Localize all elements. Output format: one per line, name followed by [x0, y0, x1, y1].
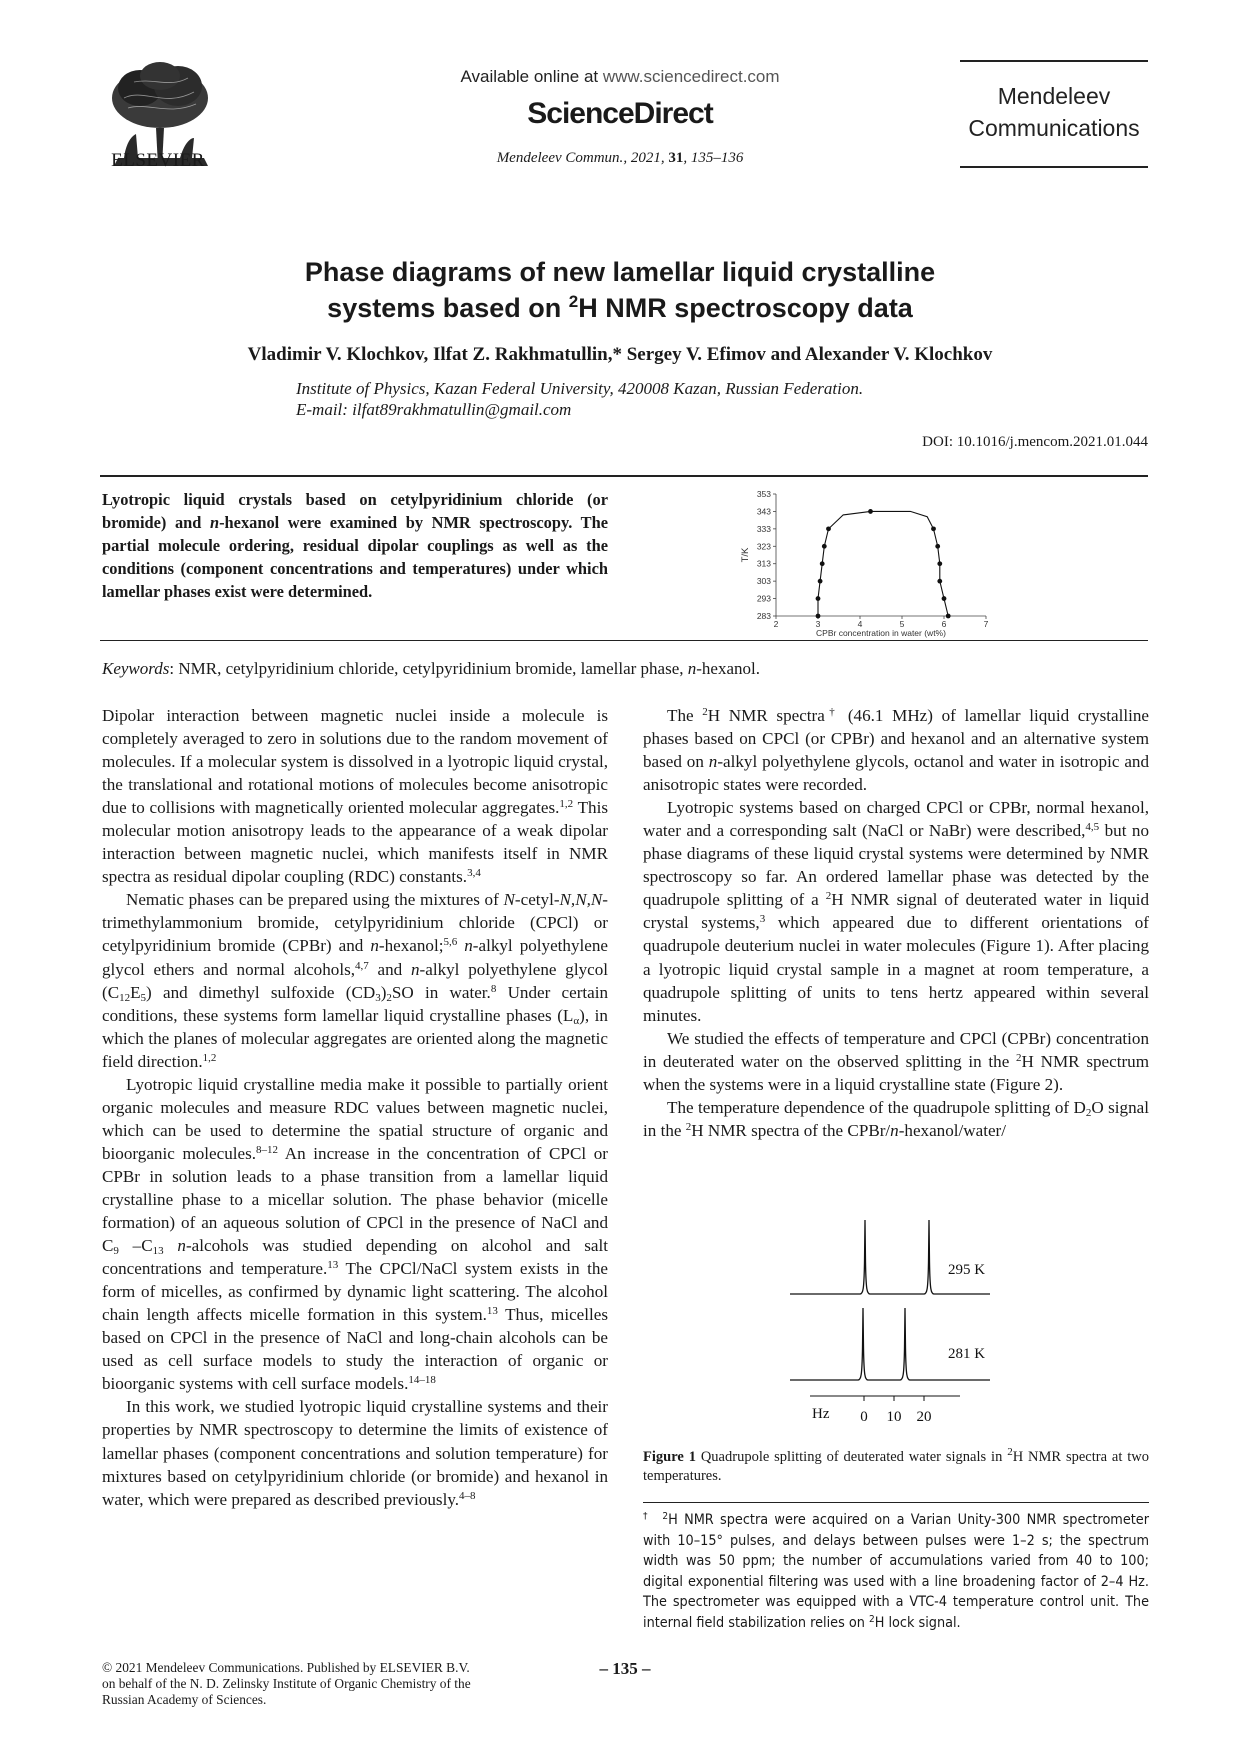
journal-name-rule-top [960, 60, 1148, 62]
journal-citation: Mendeleev Commun., 2021, 31, 135–136 [496, 150, 744, 166]
axis-unit-hz: Hz [812, 1406, 830, 1422]
y-tick-label: 353 [756, 489, 771, 499]
y-tick-label: 323 [756, 541, 771, 552]
data-point-right-branch [942, 596, 947, 601]
spectrum-295k [790, 1220, 990, 1294]
label-281k: 281 K [948, 1346, 986, 1362]
x-axis-label: CPBr concentration in water (wt%) [816, 628, 946, 638]
data-point-right-branch [937, 579, 942, 584]
label-295k: 295 K [948, 1262, 986, 1278]
data-point-left-branch [818, 579, 823, 584]
data-point-top [868, 509, 873, 514]
journal-name-rule-bottom [960, 166, 1148, 168]
y-tick-label: 313 [756, 558, 771, 569]
y-tick-label: 283 [756, 611, 771, 621]
sciencedirect-link[interactable]: www.sciencedirect.com [602, 67, 780, 86]
data-point-right-branch [946, 614, 951, 619]
page-number: – 135 – [599, 1659, 651, 1678]
abstract: Lyotropic liquid crystals based on cetylpyridinium chloride (or bromide) and n-hexanol were examined by NMR spectroscopy. The partial molecule ordering, residual dipolar couplings as well as the conditions (component concentrations and temperatures) under which lamellar phases exist were determined. [102, 490, 609, 601]
x-tick-label: 4 [857, 619, 863, 629]
paragraph: In this work, we studied lyotropic liquid crystalline systems and their properties by NMR spectroscopy to determine the limits of existence of lamellar phases (component concentrations and solution temperature) for mixtures based on cetylpyridinium chloride (or bromide) and hexanol in water, which were prepared as described previously.$^{4-8}$ [102, 1397, 608, 1509]
data-point-right-branch [937, 561, 942, 566]
abstract-rule-top [100, 475, 1148, 477]
corresponding-email[interactable]: E-mail: ilfat89rakhmatullin@gmail.com [296, 400, 572, 419]
paragraph: The $^2$H NMR spectra† (46.1 MHz) of lamellar liquid crystalline phases based on CPCl (or CPBr) and hexanol and an alternative system based on n-alkyl polyethylene glycols, octanol and water in isotropic and anisotropic states were recorded. [643, 706, 1149, 795]
available-online-label: Available online at [460, 67, 599, 86]
affiliation: Institute of Physics, Kazan Federal University, 420008 Kazan, Russian Federation. E-mail: ilfat89rakhmatullin@gmail.com [296, 378, 1076, 420]
abstract-rule-bottom [100, 640, 1148, 641]
y-tick-label: 343 [756, 506, 771, 517]
body-column-left [102, 704, 608, 1511]
data-point-left-branch [816, 596, 821, 601]
data-point-right-branch [935, 544, 940, 549]
paragraph: The temperature dependence of the quadrupole splitting of $D_2O$ signal in the $^2$H NMR spectra of the CPBr/n-hexanol/water/ [643, 1097, 1149, 1140]
y-tick-label: 333 [756, 523, 771, 534]
body-column-right [643, 704, 1149, 1142]
article-title: Phase diagrams of new lamellar liquid crystalline systems based on $^2$H NMR spectroscopy data [304, 257, 936, 323]
paragraph: Dipolar interaction between magnetic nuclei inside a molecule is completely averaged to zero in solutions due to the random movement of molecules. If a molecular system is dissolved in a lyotropic liquid crystal, the translational and rotational motions of molecules become anisotropic due to collisions with magnetically oriented molecular aggregates.$^{1,2}$ This molecular motion anisotropy leads to the appearance of a weak dipolar interaction between magnetic nuclei, which manifests itself in NMR spectra as residual dipolar coupling (RDC) constants.$^{3,4}$ [102, 706, 609, 887]
data-point-left-branch [816, 614, 821, 619]
data-point-right-branch [931, 526, 936, 531]
data-point-left-branch [826, 526, 831, 531]
x-tick-label: 3 [815, 619, 821, 629]
footnote-rule [643, 1502, 1149, 1503]
data-point-left-branch [822, 544, 827, 549]
doi[interactable]: DOI: 10.1016/j.mencom.2021.01.044 [922, 434, 1148, 450]
phase-boundary-line [818, 511, 948, 616]
elsevier-wordmark: ELSEVIER [111, 150, 205, 171]
x-tick-label: 2 [773, 619, 779, 629]
x-tick-label: 6 [941, 619, 947, 629]
figure-1-nmr-spectra [780, 1212, 1010, 1432]
sciencedirect-wordmark: ScienceDirect [527, 97, 713, 130]
y-tick-label: 293 [756, 593, 771, 604]
x-tick-label: 7 [983, 619, 989, 629]
journal-name: Mendeleev Communications [968, 83, 1140, 141]
copyright-notice: © 2021 Mendeleev Communications. Published by ELSEVIER B.V. on behalf of the N. D. Zelinsky Institute of Organic Chemistry of the Russian Academy of Sciences. [102, 1660, 471, 1707]
data-point-left-branch [820, 561, 825, 566]
y-axis-label: T/K [740, 547, 751, 563]
footnote: † $^2$H NMR spectra were acquired on a Varian Unity-300 NMR spectrometer with 10–15° pulses, and delays between pulses were 1–2 s; the spectrum width was 50 ppm; the number of accumulations varied from 40 to 100; digital exponential filtering was used with a line broadening factor of 2–4 Hz. The spectrometer was equipped with a VTC-4 temperature control unit. The internal field stabilization relies on $^2$H lock signal. [643, 1511, 1149, 1631]
spectrum-281k [790, 1308, 990, 1380]
figure-1-caption: Figure 1 Quadrupole splitting of deuterated water signals in $^2$H NMR spectra at two temperatures. [643, 1446, 1150, 1484]
available-online-line [420, 67, 820, 87]
paragraph: Nematic phases can be prepared using the mixtures of N-cetyl-N,N,N-trimethylammonium bromide, cetylpyridinium chloride (CPCl) or cetylpyridinium bromide (CPBr) and n-hexanol;$^{5,6}$ n-alkyl polyethylene glycol ethers and normal alcohols,$^{4,7}$ and n-alkyl polyethylene glycol $(C_{12}E_5)$ and dimethyl sulfoxide $(CD_3)_2SO$ in water.$^8$ Under certain conditions, these systems form lamellar liquid crystalline phases $(L_\alpha)$, in which the planes of molecular aggregates are oriented along the magnetic field direction.$^{1,2}$ [102, 890, 609, 1071]
paragraph: Lyotropic liquid crystalline media make it possible to partially orient organic molecules and measure RDC values between magnetic nuclei, which can be used to determine the spatial structure of organic and bioorganic molecules.$^{8-12}$ An increase in the concentration of CPCl or CPBr in solution leads to a phase transition from a lamellar liquid crystalline phase to a micellar solution. The phase behavior (micelle formation) of an aqueous solution of CPCl in the presence of NaCl and $C_9$ $-C_{13}$ n-alcohols was studied depending on alcohol and salt concentrations and temperature.$^{13}$ The CPCl/NaCl system exists in the form of micelles, as confirmed by dynamic light scattering. The alcohol chain length affects micelle formation in this system.$^{13}$ Thus, micelles based on CPCl in the presence of NaCl and long-chain alcohols can be used as cell surface models to study the interaction of organic or bioorganic systems with cell surface models.$^{14-18}$ [102, 1074, 609, 1394]
paragraph: We studied the effects of temperature and CPCl (CPBr) concentration in deuterated water on the observed splitting in the $^2$H NMR spectrum when the systems were in a liquid crystalline state (Figure 2). [643, 1028, 1149, 1094]
x-tick-label: 5 [899, 619, 905, 629]
footnote-marker[interactable]: † [824, 706, 840, 718]
tick-label: 10 [886, 1409, 902, 1425]
paragraph: Lyotropic systems based on charged CPCl or CPBr, normal hexanol, water and a corresponding salt (NaCl or NaBr) were described,$^{4,5}$ but no phase diagrams of these liquid crystal systems were determined by NMR spectroscopy so far. An ordered lamellar phase was detected by the quadrupole splitting of a $^2$H NMR signal of deuterated water in liquid crystal systems,$^3$ which appeared due to different orientations of quadrupole deuterium nuclei in water molecules (Figure 1). After placing a lyotropic liquid crystal sample in a magnet at room temperature, a quadrupole splitting of units to tens hertz appeared within several minutes. [643, 798, 1150, 1025]
author-list: Vladimir V. Klochkov, Ilfat Z. Rakhmatullin,* Sergey V. Efimov and Alexander V. Klochkov [247, 344, 993, 365]
y-tick-label: 303 [756, 576, 771, 587]
graphical-abstract-phase-diagram [740, 486, 1008, 638]
tick-label: 0 [860, 1409, 868, 1425]
keywords: Keywords: NMR, cetylpyridinium chloride, cetylpyridinium bromide, lamellar phase, n-hexanol. [102, 659, 760, 678]
tick-label: 20 [916, 1409, 932, 1425]
